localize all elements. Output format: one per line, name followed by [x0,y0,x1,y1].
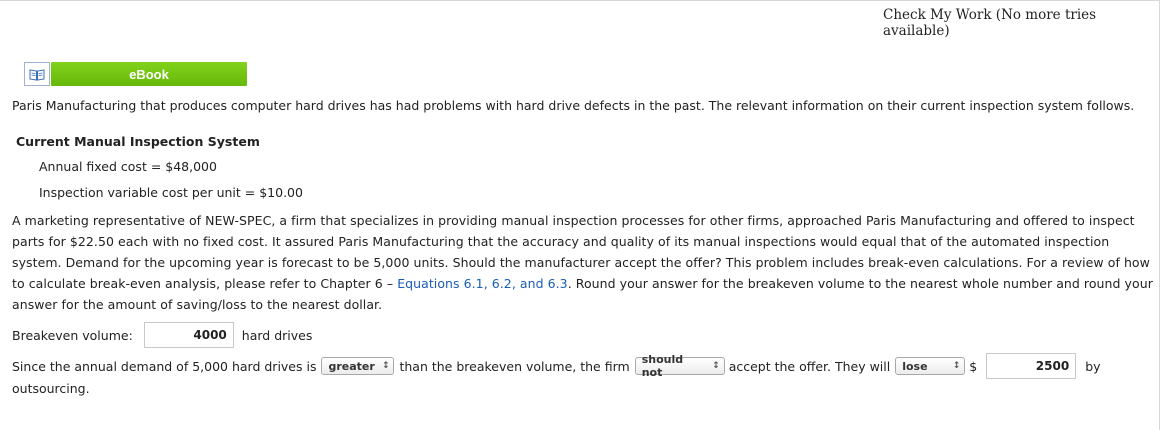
breakeven-row [12,322,312,348]
outcome-select[interactable] [895,357,965,375]
breakeven-unit: hard drives [241,327,313,343]
conclusion-text-1: Since the annual demand of 5,000 hard drives is [12,358,317,374]
conclusion-text-5: outsourcing. [12,381,90,396]
conclusion-text-4: by [1085,358,1101,374]
problem-paragraph [12,210,1158,315]
section-heading: Current Manual Inspection System [16,134,260,149]
decision-select[interactable] [635,353,725,379]
decision-select-value: should not [641,353,684,379]
conclusion-row [12,353,1101,379]
amount-input[interactable]: 2500 [986,353,1076,379]
problem-text-end: . Round your answer for the breakeven volume to the nearest whole number and round your answer for the amount of saving/loss to the nearest dollar. [12,276,1153,312]
equations-link[interactable]: Equations 6.1, 6.2, and 6.3 [397,276,568,291]
currency-symbol: $ [969,358,978,374]
select-caret-icon: ↕ [952,360,961,371]
annual-fixed-cost: Annual fixed cost = $48,000 [39,159,217,174]
select-caret-icon: ↕ [712,360,720,371]
intro-paragraph: Paris Manufacturing that produces computer hard drives has had problems with hard drive defects in the past. The relevant information on their current inspection system follows. [12,98,1135,113]
select-caret-icon: ↕ [381,360,390,371]
ebook-button[interactable]: eBook [51,62,247,86]
outcome-select-value: lose [902,359,928,373]
conclusion-text-2: than the breakeven volume, the firm [399,358,630,374]
conclusion-text-3: accept the offer. They will [728,358,891,374]
problem-text: A marketing representative of NEW-SPEC, a firm that specializes in providing manual inspection processes for other firms, approached Paris Manufacturing and offered to inspect parts for $22.50 each with no fixed cost. It assured Paris Manufacturing that the accuracy and quality of its manual inspections would equal that of the automated inspection system. Demand for the upcoming year is forecast to be 5,000 units. Should the manufacturer accept the offer? This problem includes break-even calculations. For a review of how to calculate break-even analysis, please refer to Chapter 6 – [12,213,1150,291]
comparison-select-value: greater [328,359,375,373]
check-my-work-status: Check My Work (No more tries available) [883,7,1097,39]
breakeven-label: Breakeven volume: [12,327,133,343]
breakeven-volume-input[interactable]: 4000 [144,322,234,348]
conclusion-row-2 [12,381,90,396]
top-divider [0,0,1160,1]
open-book-icon[interactable] [24,62,50,86]
right-divider [1159,0,1160,430]
variable-cost-per-unit: Inspection variable cost per unit = $10.00 [39,185,303,200]
comparison-select[interactable] [321,357,394,375]
